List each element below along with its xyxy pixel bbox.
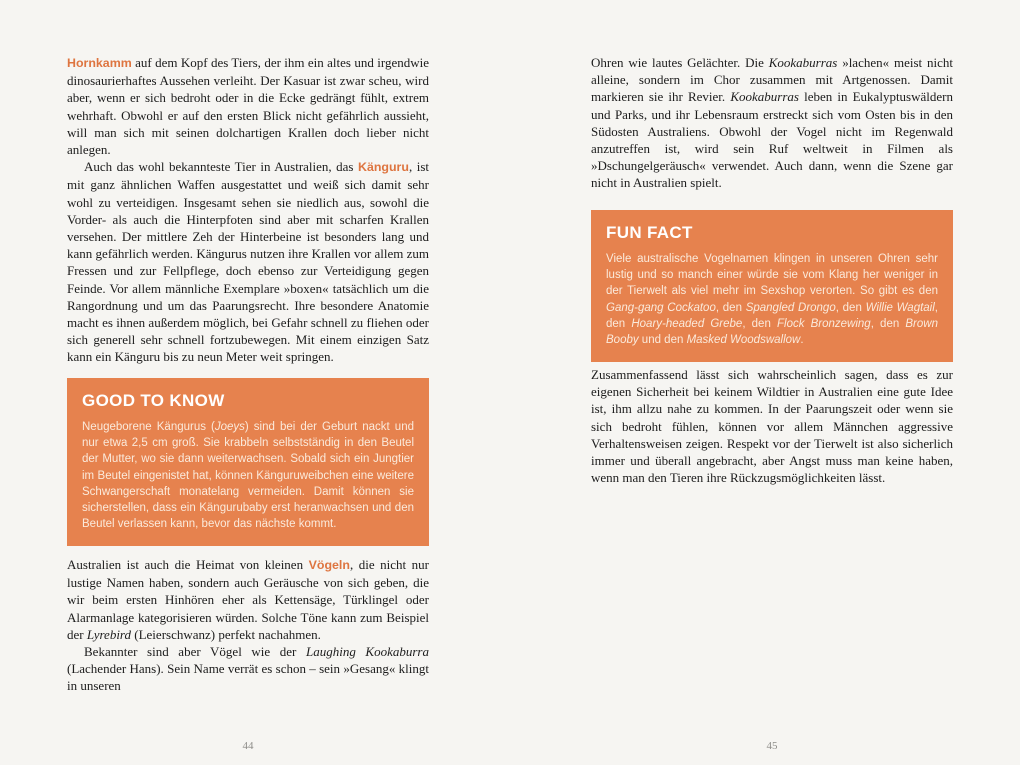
good-to-know-title: GOOD TO KNOW <box>82 391 225 410</box>
paragraph-zusammenfassung: Zusammenfassend lässt sich wahrscheinlich sagen, dass es zur eigenen Sicherheit bei keinem Wildtier in Australien eine gute Idee ist, ihm allzu nahe zu kommen. In der Paarungszeit oder wenn sie sich bedroht fühlen, können vor allem Männchen aggressive Verhaltensweisen zeigen. Respekt vor der Tierwelt ist also sicherlich immer und überall angebracht, aber Angst muss man keine haben, wenn man den Tieren ihre Rückzugsmöglichkeiten lässt. <box>591 367 953 486</box>
left-top-text-block <box>67 54 429 366</box>
paragraph-kookaburras: Ohren wie lautes Gelächter. Die Kookaburras »lachen« meist nicht alleine, sondern im Chor zusammen mit Artgenossen. Damit markieren sie ihr Revier. Kookaburras leben in Eukalyptuswäldern und Parks, und ihr Lebensraum erstreckt sich vom Osten bis in den Südosten Australiens. Obwohl der Vogel nicht im Regenwald anzutreffen ist, wird sein Ruf weltweit in Filmen als »Dschungelgeräusch« verwendet. Auch dann, wenn die Szene gar nicht in Australien spielt. <box>591 55 953 191</box>
page-number-right: 45 <box>766 740 778 752</box>
good-to-know-box <box>67 378 429 546</box>
paragraph-hornkamm: Hornkamm auf dem Kopf des Tiers, der ihm ein altes und irgendwie dinosaurierhaftes Aussehen verleiht. Der Kasuar ist zwar scheu, wird aber, wenn er sich bedroht oder in die Ecke gedrängt fühlt, extrem wehrhaft. Obwohl er auf den ersten Blick nicht gefährlich aussieht, will man sich mit seinen dolchartigen Krallen doch lieber nicht anlegen. <box>67 55 429 158</box>
page-left <box>67 52 429 752</box>
fun-fact-title: FUN FACT <box>606 223 693 242</box>
fun-fact-body: Viele australische Vogelnamen klingen in unseren Ohren sehr lustig und so manch einer würde sie vom Klang her weniger in der Tierwelt als viel mehr im Sexshop verorten. So gibt es den Gang-gang Cockatoo, den Spangled Drongo, den Willie Wagtail, den Hoary-headed Grebe, den Flock Bronzewing, den Brown Booby und den Masked Woodswallow. <box>606 253 938 347</box>
right-bottom-text-block <box>591 366 953 486</box>
left-bottom-text-block <box>67 556 429 695</box>
page-number-left: 44 <box>242 740 254 752</box>
good-to-know-body: Neugeborene Kängurus (Joeys) sind bei der Geburt nackt und nur etwa 2,5 cm groß. Sie krabbeln selbstständig in den Beutel der Mutter, wo sie dann weiterwachsen. Sobald sich ein Jungtier im Beutel eingenistet hat, können Känguruweibchen eine weitere Schwangerschaft monatelang vermeiden. Damit können sie sicherstellen, dass ein Kängurubaby erst heranwachsen und den Beutel verlassen kann, bevor das nächste kommt. <box>82 421 414 531</box>
right-top-text-block <box>591 54 953 192</box>
fun-fact-box <box>591 210 953 362</box>
paragraph-kaenguru: Auch das wohl bekannteste Tier in Australien, das Känguru, ist mit ganz ähnlichen Waffen ausgestattet und weiß sich damit sehr wohl zu verteidigen. Insgesamt sehen sie niedlich aus, sowohl die Vorder- als auch die Hinterpfoten sind aber mit scharfen Krallen versehen. Der mittlere Zeh der Hinterbeine ist besonders lang und kann gefährlich werden. Kängurus nutzen ihre Krallen vor allem zum Fressen und zur Fellpflege, doch ebenso zur Verteidigung gegen Feinde. Vor allem männliche Exemplare »boxen« tatsächlich um die Rangordnung und um das Paarungsrecht. Ihre besondere Anatomie macht es ihnen außerdem möglich, bei Gefahr schnell zu fliehen oder sich generell sehr schnell fortzubewegen. Mit einem einzigen Satz kann ein Känguru bis zu neun Meter weit springen. <box>67 159 429 365</box>
page-right <box>591 52 953 752</box>
paragraph-kookaburra-intro: Bekannter sind aber Vögel wie der Laughing Kookaburra (Lachender Hans). Sein Name verrät es schon – sein »Gesang« klingt in unseren <box>67 644 429 694</box>
paragraph-voegel: Australien ist auch die Heimat von kleinen Vögeln, die nicht nur lustige Namen haben, sondern auch Geräusche von sich geben, die wir beim ersten Hinhören eher als Kettensäge, Türklingel oder Alarmanlage kategorisieren würden. Solche Töne kann zum Beispiel der Lyrebird (Leierschwanz) perfekt nachahmen. <box>67 557 429 642</box>
